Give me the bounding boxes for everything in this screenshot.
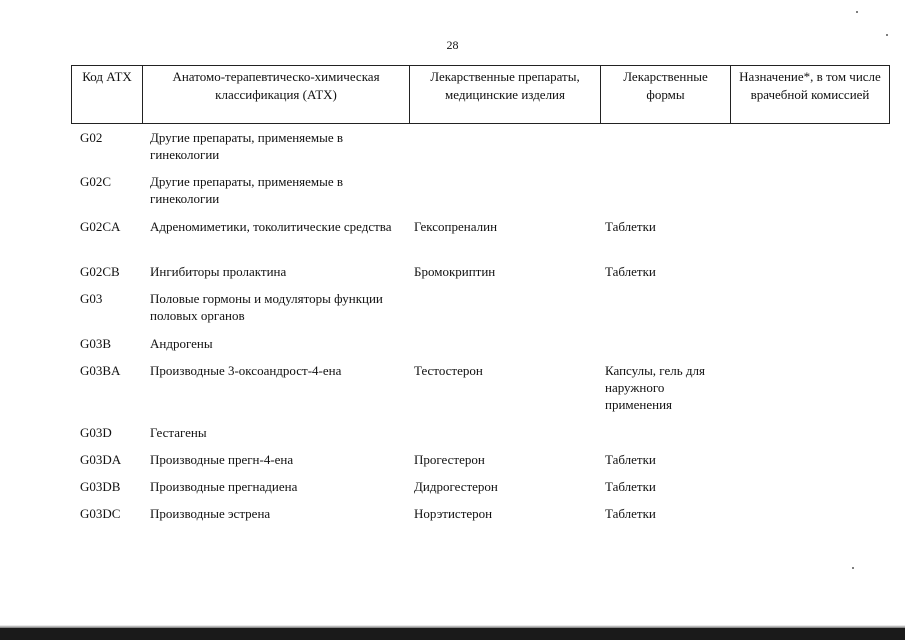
dosage-form: Капсулы, гель для наружного применения	[605, 363, 705, 412]
scan-speck	[856, 11, 858, 13]
atc-classification: Другие препараты, применяемые в гинекологии	[150, 130, 344, 162]
atc-classification: Другие препараты, применяемые в гинекологии	[150, 174, 344, 206]
atc-code: G03BA	[80, 363, 121, 378]
atc-classification: Производные 3-оксоандрост-4-ена	[150, 363, 342, 378]
atc-classification: Производные прегнадиена	[150, 479, 298, 494]
dosage-form: Таблетки	[605, 452, 656, 467]
scan-speck	[886, 34, 888, 36]
atc-classification: Адреномиметики, токолитические средства	[150, 219, 392, 234]
drug-name: Тестостерон	[414, 363, 483, 378]
dosage-form: Таблетки	[605, 479, 656, 494]
drug-name: Бромокриптин	[414, 264, 496, 279]
atc-code: G03	[80, 291, 103, 306]
dosage-form: Таблетки	[605, 264, 656, 279]
atc-code: G03DB	[80, 479, 121, 494]
drug-name: Норэтистерон	[414, 506, 493, 521]
page-number: 28	[446, 38, 459, 52]
atc-classification: Производные эстрена	[150, 506, 271, 521]
atc-code: G03D	[80, 425, 112, 440]
header-dosage-forms: Лекарственные формы	[601, 66, 731, 124]
scan-edge-bar	[0, 628, 905, 640]
drug-name: Прогестерон	[414, 452, 485, 467]
dosage-form: Таблетки	[605, 506, 656, 521]
atc-code: G03B	[80, 336, 112, 351]
atc-classification: Андрогены	[150, 336, 213, 351]
atc-classification: Гестагены	[150, 425, 207, 440]
header-drugs: Лекарственные препараты, медицинские изделия	[410, 66, 601, 124]
header-atc-classification: Анатомо-терапевтическо-химическая классификация (АТХ)	[143, 66, 410, 124]
atc-classification: Производные прегн-4-ена	[150, 452, 294, 467]
table-header	[71, 65, 890, 124]
header-purpose: Назначение*, в том числе врачебной комиссией	[731, 66, 890, 124]
atc-code: G02CA	[80, 219, 121, 234]
atc-code: G02	[80, 130, 103, 145]
atc-code: G02C	[80, 174, 112, 189]
atc-code: G02CB	[80, 264, 120, 279]
atc-classification: Половые гормоны и модуляторы функции половых органов	[150, 291, 383, 323]
header-atc-code: Код АТХ	[72, 66, 143, 124]
drug-name: Дидрогестерон	[414, 479, 498, 494]
scan-speck	[852, 567, 854, 569]
atc-code: G03DA	[80, 452, 122, 467]
atc-code: G03DC	[80, 506, 121, 521]
atc-classification: Ингибиторы пролактина	[150, 264, 287, 279]
dosage-form: Таблетки	[605, 219, 656, 234]
drug-name: Гексопреналин	[414, 219, 498, 234]
